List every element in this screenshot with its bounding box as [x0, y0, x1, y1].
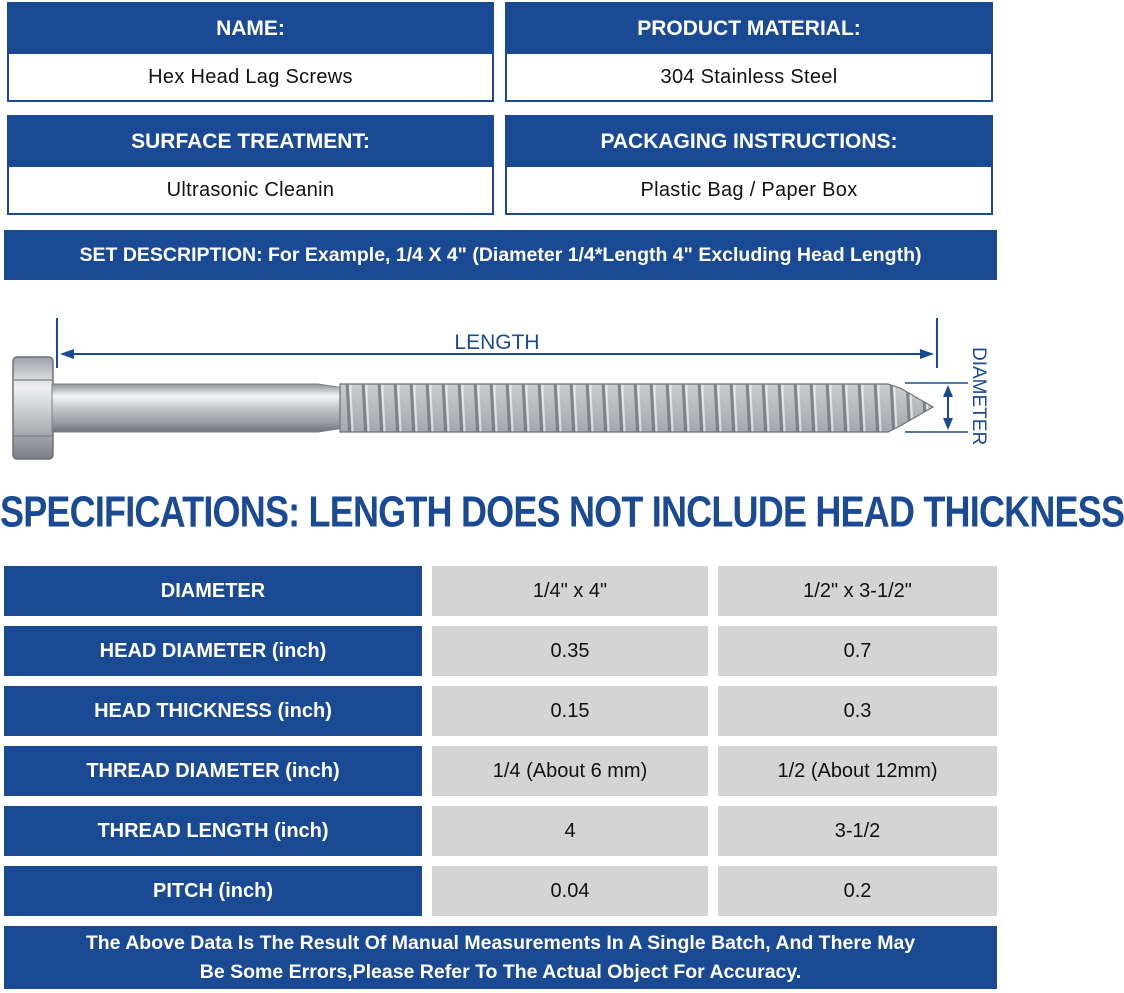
row-label: HEAD THICKNESS (inch) [4, 686, 422, 736]
screw-head [13, 357, 53, 459]
info-box-label: PRODUCT MATERIAL: [507, 4, 991, 54]
row-label: THREAD LENGTH (inch) [4, 806, 422, 856]
disclaimer-footer [4, 926, 997, 989]
screw-shank [52, 384, 345, 432]
info-box-label: NAME: [9, 4, 492, 54]
info-box-packaging [505, 115, 993, 215]
info-box-value: Plastic Bag / Paper Box [507, 167, 991, 213]
info-box-label: SURFACE TREATMENT: [9, 117, 492, 167]
length-arrow-left-icon [60, 349, 74, 359]
screw-threads [340, 384, 933, 432]
length-label: LENGTH [454, 331, 540, 354]
info-box-name [7, 2, 494, 102]
length-arrow-right-icon [920, 349, 934, 359]
diameter-arrow-bottom-icon [943, 418, 953, 430]
row-label: DIAMETER [4, 566, 422, 616]
row-value: 0.7 [718, 626, 997, 676]
row-value: 1/4" x 4" [432, 566, 708, 616]
row-value: 1/4 (About 6 mm) [432, 746, 708, 796]
screw-diagram [0, 300, 1000, 480]
disclaimer-line-2: Be Some Errors,Please Refer To The Actual Object For Accuracy. [199, 961, 802, 983]
row-label: HEAD DIAMETER (inch) [4, 626, 422, 676]
info-box-value: Ultrasonic Cleanin [9, 167, 492, 213]
row-value: 1/2 (About 12mm) [718, 746, 997, 796]
row-value: 0.35 [432, 626, 708, 676]
info-box-value: 304 Stainless Steel [507, 54, 991, 100]
info-box-material [505, 2, 993, 102]
info-box-surface [7, 115, 494, 215]
diameter-label: DIAMETER [968, 347, 989, 446]
row-value: 0.2 [718, 866, 997, 916]
row-value: 3-1/2 [718, 806, 997, 856]
row-value: 0.04 [432, 866, 708, 916]
row-value: 4 [432, 806, 708, 856]
row-value: 0.3 [718, 686, 997, 736]
info-box-value: Hex Head Lag Screws [9, 54, 492, 100]
row-value: 0.15 [432, 686, 708, 736]
row-label: THREAD DIAMETER (inch) [4, 746, 422, 796]
diameter-arrow-top-icon [943, 385, 953, 397]
info-box-label: PACKAGING INSTRUCTIONS: [507, 117, 991, 167]
set-description-banner: SET DESCRIPTION: For Example, 1/4 X 4" (Diameter 1/4*Length 4" Excluding Head Length) [4, 230, 997, 280]
row-value: 1/2" x 3-1/2" [718, 566, 997, 616]
spec-title: SPECIFICATIONS: LENGTH DOES NOT INCLUDE HEAD THICKNESS [0, 486, 1124, 537]
row-label: PITCH (inch) [4, 866, 422, 916]
disclaimer-line-1: The Above Data Is The Result Of Manual Measurements In A Single Batch, And There May [85, 932, 916, 954]
